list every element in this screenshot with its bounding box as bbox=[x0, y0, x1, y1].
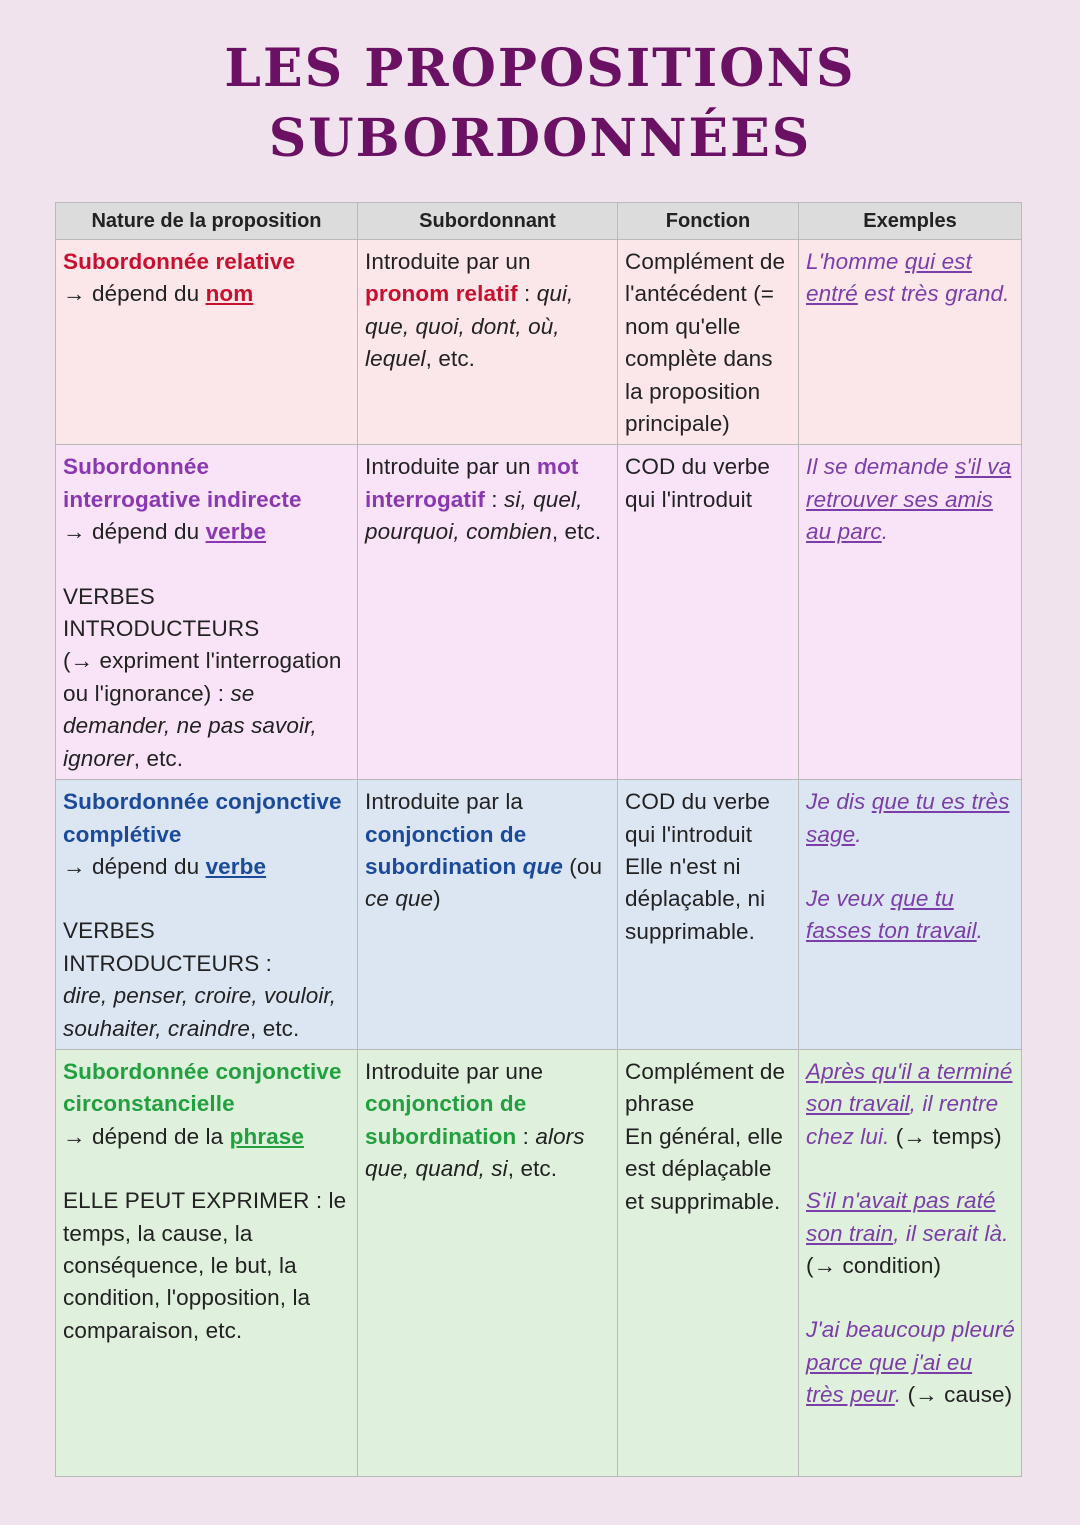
cell-subordonnant-interrogative: Introduite par un mot interrogatif : si, quel, pourquoi, combien, etc. bbox=[358, 445, 618, 780]
cell-example-completive bbox=[799, 780, 1022, 1050]
cell-fonction-relative: Complément de l'antécédent (= nom qu'elle complète dans la proposition principale) bbox=[618, 240, 799, 445]
cell-nature-interrogative bbox=[56, 445, 358, 780]
table-row-circonstancielle bbox=[56, 1049, 1022, 1476]
cell-example-circonstancielle bbox=[799, 1049, 1022, 1476]
example-3: J'ai beaucoup pleuré parce que j'ai eu très peur. (→ cause) bbox=[806, 1317, 1015, 1408]
table-header-row bbox=[56, 203, 1022, 240]
verbs-description: (→ expriment l'interrogation ou l'ignorance) : se demander, ne pas savoir, ignorer, etc. bbox=[63, 648, 342, 771]
nature-title: Subordonnée relative bbox=[63, 249, 296, 274]
table-row-interrogative bbox=[56, 445, 1022, 780]
cell-nature-completive bbox=[56, 780, 358, 1050]
example-2: Je veux que tu fasses ton travail. bbox=[806, 885, 983, 944]
cell-subordonnant-relative: Introduite par un pronom relatif : qui, que, quoi, dont, où, lequel, etc. bbox=[358, 240, 618, 445]
cell-subordonnant-circonstancielle: Introduite par une conjonction de subordination : alors que, quand, si, etc. bbox=[358, 1049, 618, 1476]
cell-fonction-completive: COD du verbe qui l'introduit Elle n'est ni déplaçable, ni supprimable. bbox=[618, 780, 799, 1050]
page-title-line-1: LES PROPOSITIONS bbox=[224, 38, 856, 99]
cell-example-interrogative: Il se demande s'il va retrouver ses amis au parc. bbox=[799, 445, 1022, 780]
nature-title: Subordonnée conjonctive complétive bbox=[63, 789, 342, 847]
page-title-line-2: SUBORDONNÉES bbox=[268, 108, 812, 169]
example-1: Après qu'il a terminé son travail, il rentre chez lui. (→ temps) bbox=[806, 1058, 1013, 1149]
depend-line: → dépend du verbe bbox=[63, 853, 267, 879]
cell-nature-relative bbox=[56, 240, 358, 445]
depend-line: → dépend de la phrase bbox=[63, 1123, 305, 1149]
verbs-list: dire, penser, croire, vouloir, souhaiter, craindre, etc. bbox=[63, 983, 337, 1041]
header-exemples: Exemples bbox=[799, 203, 1022, 240]
example-2: S'il n'avait pas raté son train, il serait là. (→ condition) bbox=[806, 1188, 1009, 1278]
depend-line: → dépend du nom bbox=[63, 281, 254, 307]
table-row-completive bbox=[56, 780, 1022, 1050]
header-fonction: Fonction bbox=[618, 203, 799, 240]
example-1: Je dis que tu es très sage. bbox=[806, 789, 1010, 847]
nature-title: Subordonnée interrogative indirecte bbox=[63, 454, 302, 512]
cell-nature-circonstancielle bbox=[56, 1049, 358, 1476]
verbs-label: VERBES INTRODUCTEURS bbox=[63, 583, 260, 642]
header-nature: Nature de la proposition bbox=[56, 203, 358, 240]
header-subordonnant: Subordonnant bbox=[358, 203, 618, 240]
table-row-relative bbox=[56, 240, 1022, 445]
cell-fonction-interrogative: COD du verbe qui l'introduit bbox=[618, 445, 799, 780]
express-text: ELLE PEUT EXPRIMER : le temps, la cause, la conséquence, le but, la condition, l'opposition, la comparaison, etc. bbox=[63, 1188, 347, 1343]
nature-title: Subordonnée conjonctive circonstancielle bbox=[63, 1058, 342, 1117]
cell-fonction-circonstancielle: Complément de phrase En général, elle est déplaçable et supprimable. bbox=[618, 1049, 799, 1476]
depend-line: → dépend du verbe bbox=[63, 519, 267, 545]
subordinate-clauses-table bbox=[55, 202, 1022, 1477]
verbs-label: VERBES INTRODUCTEURS : bbox=[63, 918, 272, 976]
cell-subordonnant-completive: Introduite par la conjonction de subordination que (ou ce que) bbox=[358, 780, 618, 1050]
cell-example-relative: L'homme qui est entré est très grand. bbox=[799, 240, 1022, 445]
